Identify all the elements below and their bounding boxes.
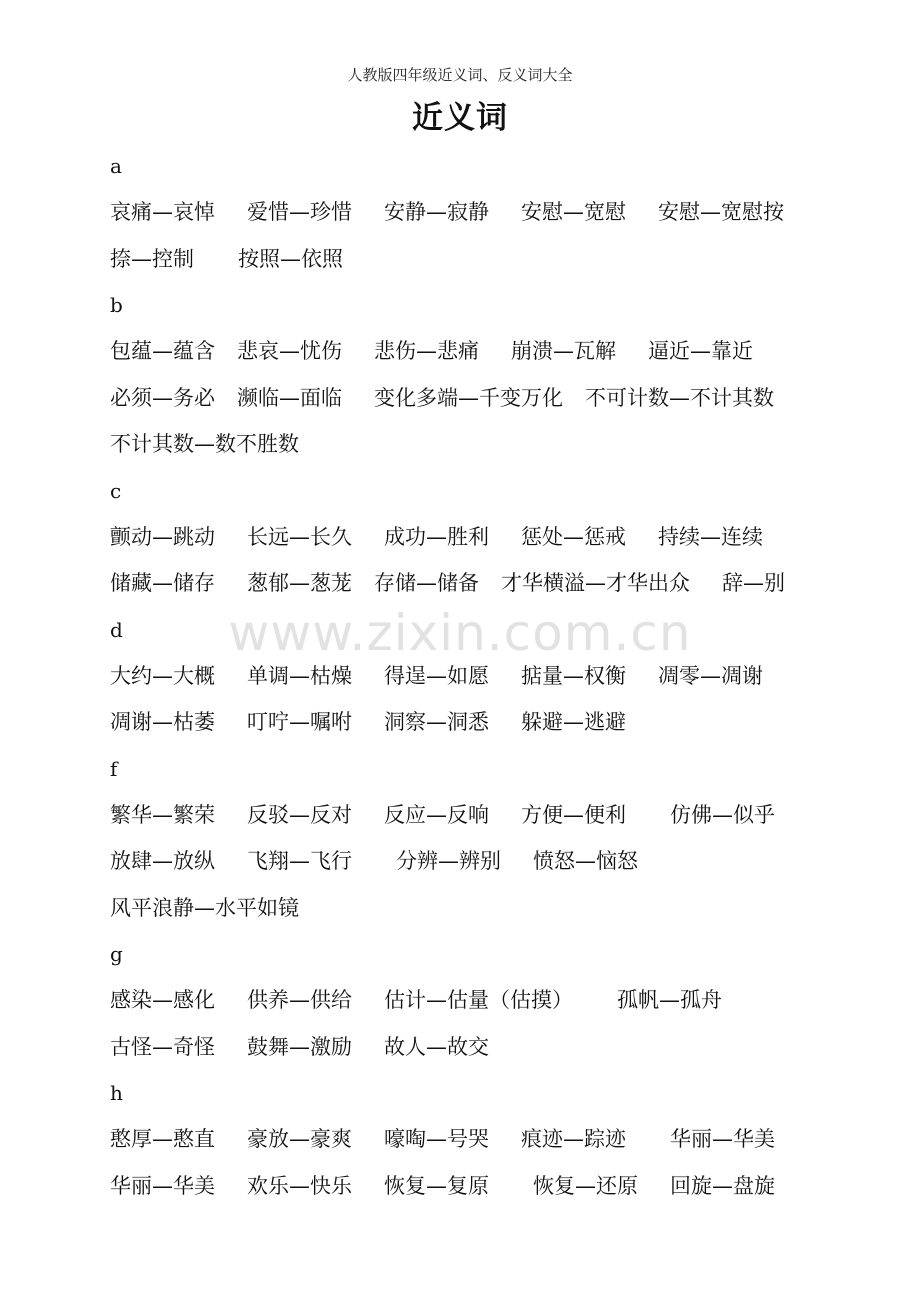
synonym-pair: 繁华—繁荣 (110, 802, 215, 827)
synonym-pair: 崩溃—瓦解 (511, 339, 616, 363)
synonym-pair: 躲避—逃避 (521, 710, 626, 734)
synonym-pair: 嚎啕—号哭 (384, 1127, 489, 1151)
synonym-pair: 仿佛—似乎 (670, 802, 775, 827)
section-letter: d (110, 617, 123, 642)
synonym-pair: 颤动—跳动 (110, 524, 215, 549)
synonym-pair: 不可计数—不计其数 (585, 385, 774, 410)
synonym-pair: 捺—控制 (110, 246, 194, 271)
word-row (110, 563, 830, 610)
synonym-pair: 悲伤—悲痛 (374, 339, 479, 363)
synonym-pair: 濒临—面临 (237, 385, 342, 410)
synonym-pair: 爱惜—珍惜 (247, 200, 352, 224)
synonym-pair: 葱郁—葱茏 (247, 571, 352, 595)
word-row (110, 331, 830, 378)
synonym-pair: 分辨—辨别 (396, 849, 501, 873)
synonym-pair: 放肆—放纵 (110, 849, 215, 873)
synonym-pair: 欢乐—快乐 (247, 1173, 352, 1198)
synonym-pair: 成功—胜利 (384, 524, 489, 549)
synonym-pair: 不计其数—数不胜数 (110, 432, 299, 456)
section-letter: f (110, 756, 118, 781)
document-header: 人教版四年级近义词、反义词大全 (347, 66, 573, 84)
word-row (110, 795, 830, 842)
word-row (110, 239, 830, 286)
synonym-pair: 安慰—宽慰按 (658, 200, 784, 224)
word-row (110, 1027, 830, 1074)
synonym-pair: 鼓舞—激励 (247, 1034, 352, 1059)
synonym-pair: 回旋—盘旋 (670, 1173, 775, 1198)
synonym-pair: 感染—感化 (110, 988, 215, 1012)
synonym-pair: 持续—连续 (658, 524, 763, 549)
synonym-pair: 飞翔—飞行 (247, 849, 352, 873)
section-letter: c (110, 478, 122, 503)
synonym-pair: 大约—大概 (110, 663, 215, 688)
section-letter: b (110, 293, 123, 317)
synonym-pair: 方便—便利 (521, 802, 626, 827)
synonym-pair: 惩处—惩戒 (521, 524, 626, 549)
word-row (110, 517, 830, 564)
section-letter: g (110, 942, 123, 966)
word-row (110, 1166, 830, 1213)
synonym-pair: 凋零—凋谢 (658, 663, 763, 688)
synonym-pair: 痕迹—踪迹 (521, 1127, 626, 1151)
word-list (110, 146, 830, 1212)
synonym-pair: 变化多端—千变万化 (374, 385, 563, 410)
synonym-pair: 豪放—豪爽 (247, 1127, 352, 1151)
synonym-pair: 长远—长久 (247, 524, 352, 549)
synonym-pair: 得逞—如愿 (384, 663, 489, 688)
synonym-pair: 反应—反响 (384, 802, 489, 827)
watermark: www.zixin.com.cn (228, 604, 692, 662)
synonym-pair: 华丽—华美 (670, 1127, 775, 1151)
synonym-pair: 安慰—宽慰 (521, 200, 626, 224)
synonym-pair: 华丽—华美 (110, 1173, 215, 1198)
synonym-pair: 悲哀—忧伤 (237, 339, 342, 363)
word-row (110, 656, 830, 703)
synonym-pair: 哀痛—哀悼 (110, 200, 215, 224)
synonym-pair: 储藏—储存 (110, 571, 215, 595)
synonym-pair: 逼近—靠近 (648, 339, 753, 363)
section-letter: h (110, 1081, 123, 1105)
synonym-pair: 愤怒—恼怒 (533, 849, 638, 873)
word-row (110, 841, 830, 888)
word-row (110, 424, 830, 471)
synonym-pair: 叮咛—嘱咐 (247, 710, 352, 734)
synonym-pair: 安静—寂静 (384, 200, 489, 224)
word-row (110, 888, 830, 935)
synonym-pair: 按照—依照 (238, 246, 343, 271)
synonym-pair: 反驳—反对 (247, 802, 352, 827)
synonym-pair: 恢复—复原 (384, 1173, 489, 1198)
synonym-pair: 才华横溢—才华出众 (501, 571, 690, 595)
synonym-pair: 供养—供给 (247, 988, 352, 1012)
page-title: 近义词 (412, 100, 508, 136)
word-row (110, 980, 830, 1027)
word-row (110, 702, 830, 749)
synonym-pair: 存储—储备 (374, 571, 479, 595)
synonym-pair: 包蕴—蕴含 (110, 339, 215, 363)
synonym-pair: 恢复—还原 (533, 1173, 638, 1198)
word-row (110, 192, 830, 239)
word-row (110, 1119, 830, 1166)
synonym-pair: 古怪—奇怪 (110, 1034, 215, 1059)
synonym-pair: 辞—别 (722, 571, 785, 595)
synonym-pair: 掂量—权衡 (521, 663, 626, 688)
section-letter: a (110, 154, 122, 178)
synonym-pair: 风平浪静—水平如镜 (110, 895, 299, 920)
synonym-pair: 孤帆—孤舟 (617, 988, 722, 1012)
synonym-pair: 单调—枯燥 (247, 663, 352, 688)
synonym-pair: 憨厚—憨直 (110, 1127, 215, 1151)
synonym-pair: 凋谢—枯萎 (110, 710, 215, 734)
synonym-pair: 故人—故交 (384, 1034, 489, 1059)
synonym-pair: 洞察—洞悉 (384, 710, 489, 734)
word-row (110, 378, 830, 425)
synonym-pair: 估计—估量（估摸） (384, 988, 573, 1012)
synonym-pair: 必须—务必 (110, 385, 215, 410)
